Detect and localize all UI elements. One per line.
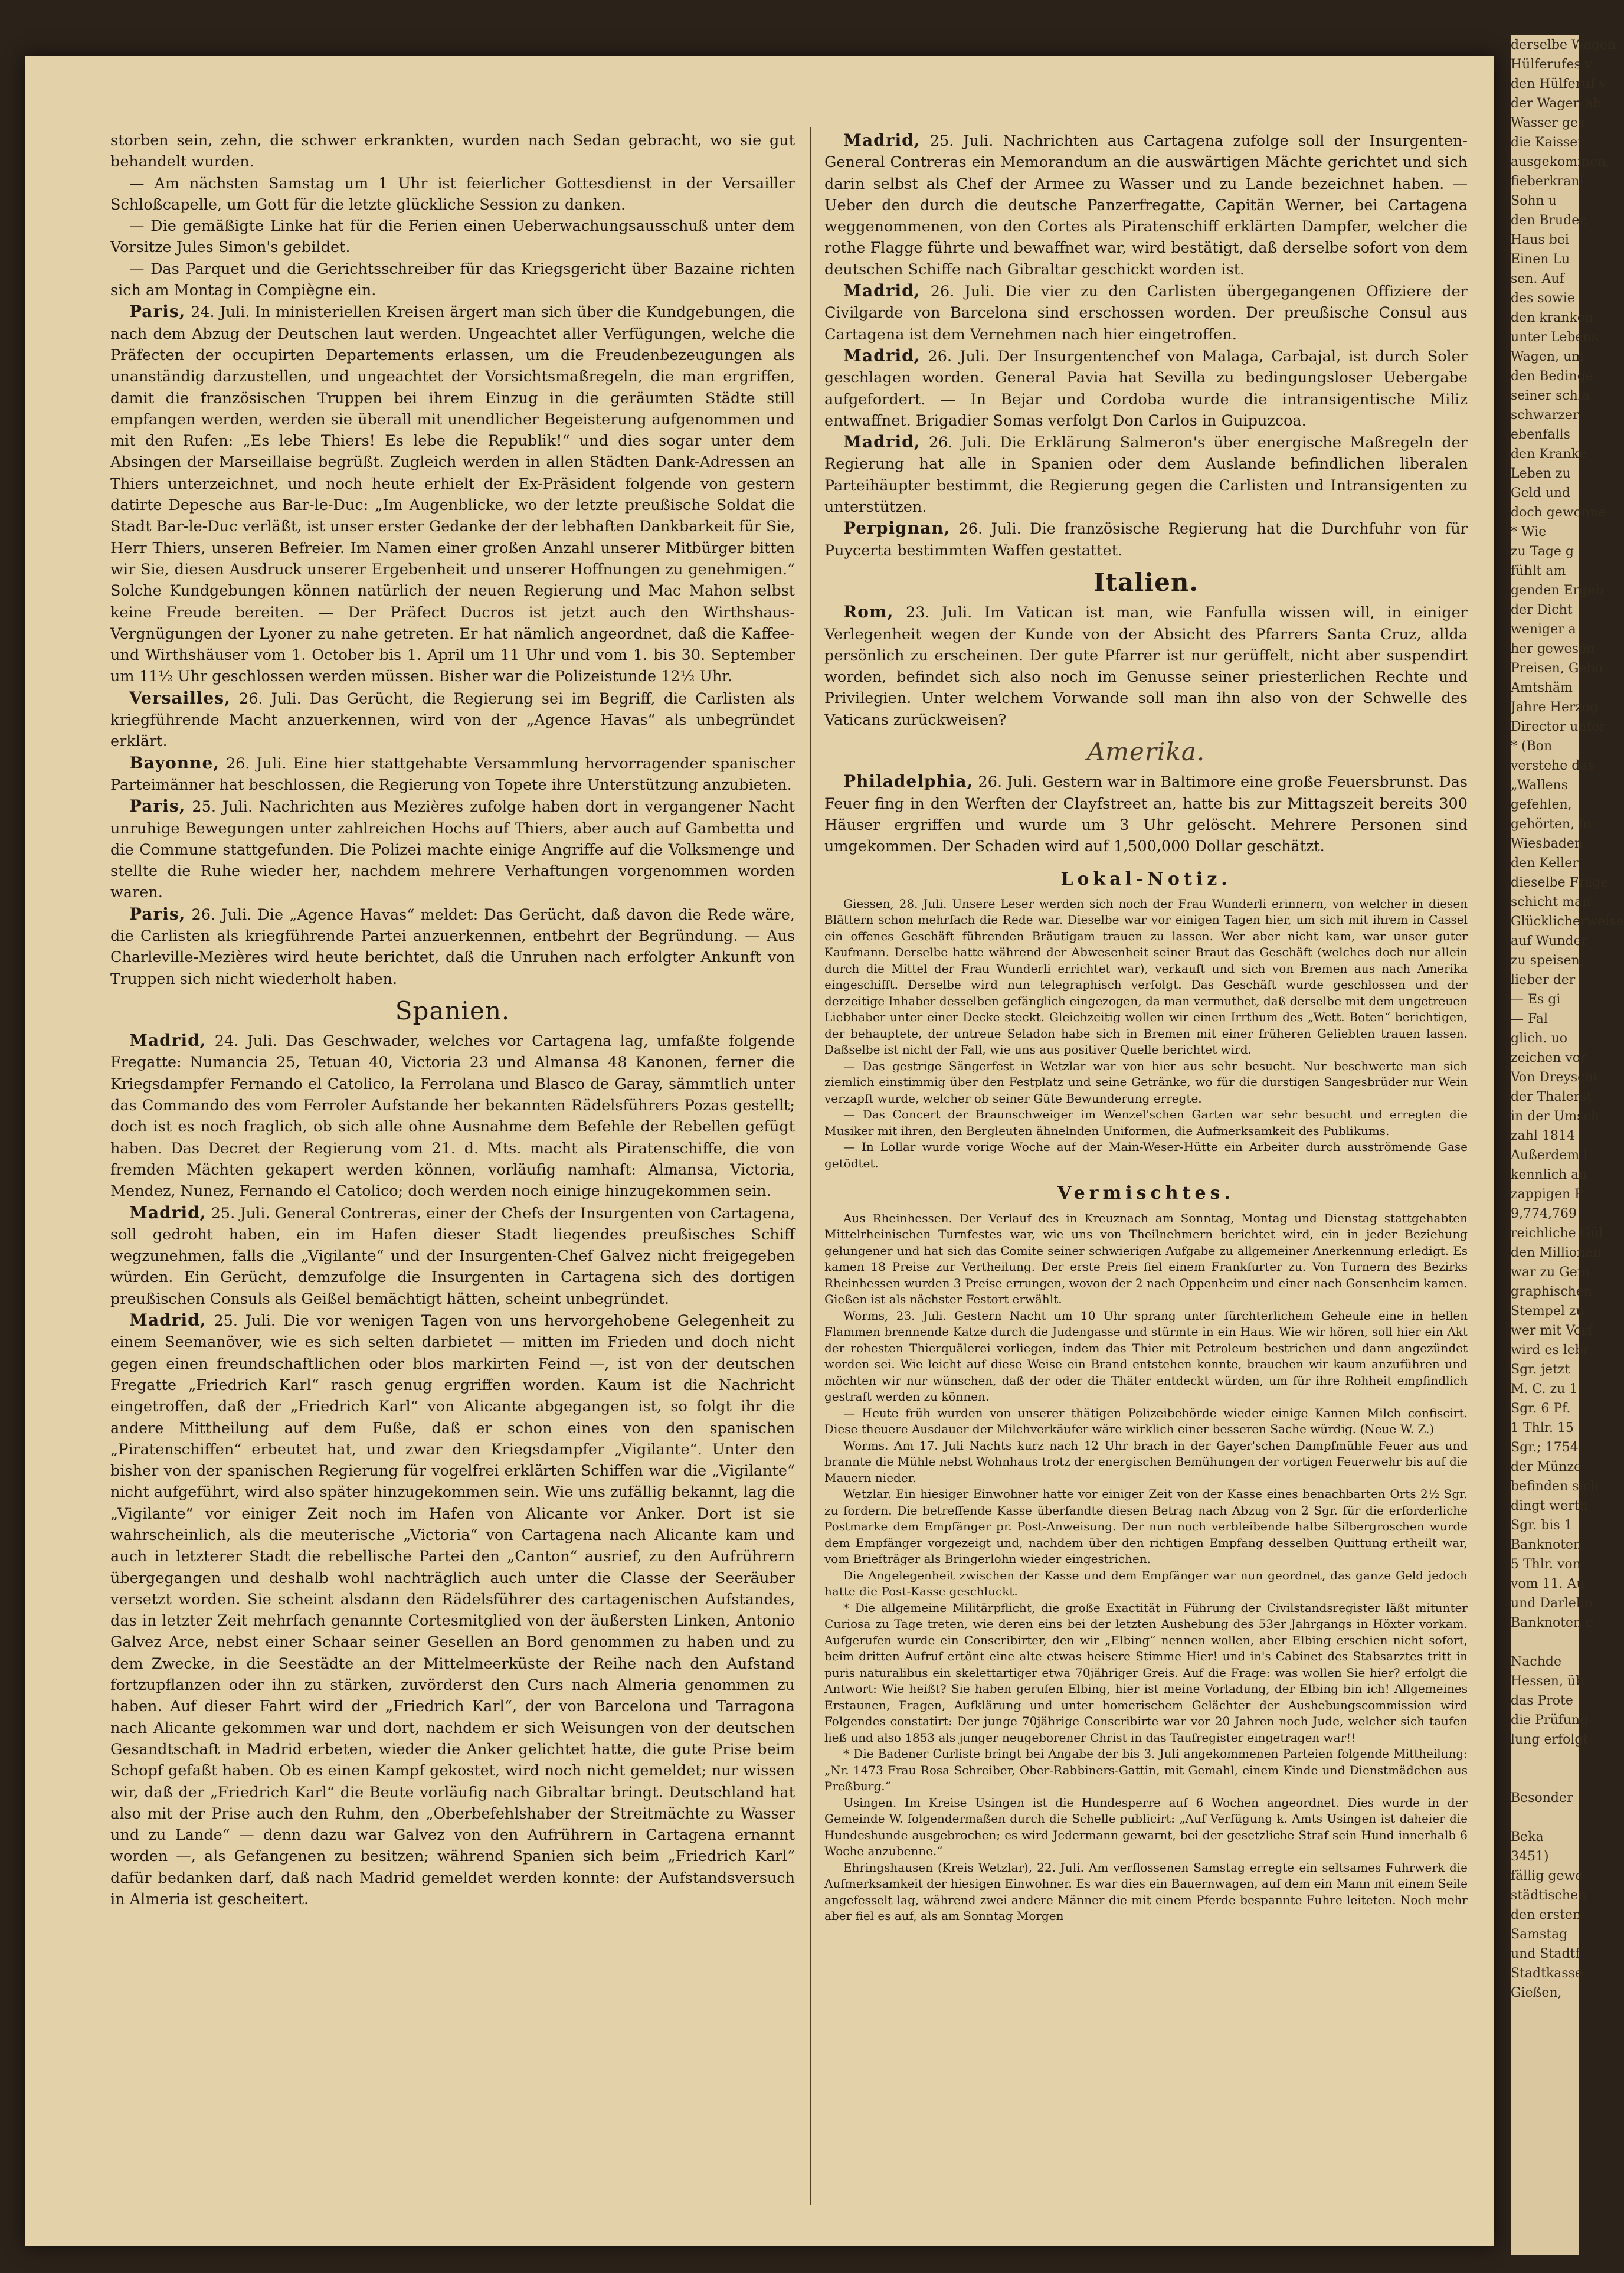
news-item-madrid: [824, 345, 1468, 431]
edge-text-line: Stadtkasse: [1511, 1966, 1583, 1981]
edge-text-line: 9,774,769: [1511, 1206, 1577, 1221]
news-text: 25. Juli. General Contreras, einer der Chefs der Insurgenten von Cartagena, soll gedroht haben, ein im Hafen dieser Stadt liegendes preußisches Schiff wegzunehmen, falls die „Vigilante“ und der Insurgenten-Chef Galvez nicht freigegeben würden. Ein Gerücht, demzufolge die Insurgenten in Cartagena sich des dortigen preußischen Consuls als Geißel bemächtigt hätten, scheint unbegründet.: [110, 1204, 795, 1308]
edge-text-line: den kranken: [1511, 310, 1593, 325]
news-item-paris: [110, 904, 795, 990]
edge-text-line: zeichen vor: [1511, 1051, 1587, 1065]
newspaper-page: [25, 56, 1494, 2246]
adjacent-page-edge: [1511, 35, 1624, 2255]
edge-text-line: unter Lebens: [1511, 330, 1598, 345]
news-text: 23. Juli. Im Vatican ist man, wie Fanfulla wissen will, in einiger Verlegenheit wegen der Kunde von der Absicht des Pfarrers Santa Cruz, allda persönlich zu erscheinen. Der gute Pfarrer ist nur gerüffelt, nicht aber suspendirt worden, befindet sich also noch im Genusse seiner priesterlichen Rechte und Privilegien. Unter welchem Vorwande soll man ihn also von der Schwelle des Vaticans zurückweisen?: [824, 604, 1468, 729]
news-text: 26. Juli. Die französische Regierung hat die Durchfuhr von für Puycerta bestimmten Waffen gestattet.: [824, 520, 1468, 560]
edge-text-line: schicht man: [1511, 895, 1591, 910]
news-text: 26. Juli. Die „Agence Havas“ meldet: Das Gerücht, daß davon die Rede wäre, die Carlisten als kriegführende Partei anzuerkennen, entbehrt der Begründung. — Aus Charleville-Mezières wird heute berichtet, daß die Unruhen nach erfolgter Ankunft von Truppen sich nicht wiederholt haben.: [110, 905, 795, 988]
edge-text-line: zu Tage g: [1511, 544, 1574, 559]
edge-text-line: [1511, 1808, 1579, 1827]
edge-text-line: Haus bei: [1511, 233, 1569, 247]
edge-text-line: Nachde: [1511, 1654, 1561, 1669]
news-text: 25. Juli. Nachrichten aus Mezières zufolge haben dort in vergangener Nacht unruhige Bewegungen unter zahlreichen Hochs auf Thiers, aber auch auf Gambetta und die Commune stattgefunden. Die Polizei machte einige Angriffe auf die Volksmenge und stellte die Ruhe wieder her, nachdem mehrere Verhaftungen vorgenommen worden waren.: [110, 798, 795, 902]
edge-text-line: zappigen P: [1511, 1187, 1583, 1202]
edge-text-line: war zu Gem: [1511, 1265, 1590, 1280]
edge-text-line: wird es lebr: [1511, 1343, 1590, 1358]
edge-text-line: [1511, 1769, 1579, 1788]
edge-text-line: ebenfalls: [1511, 427, 1570, 442]
edge-text-line: Stempel zu: [1511, 1304, 1584, 1319]
edge-text-line: befinden sich: [1511, 1479, 1599, 1494]
edge-text-line: Sgr. bis 1: [1511, 1518, 1573, 1533]
misc-item: * Die allgemeine Militärpflicht, die große Exactität in Führung der Civilstandsregister läßt mitunter Curiosa zu Tage treten, wie deren eins bei der letzten Aushebung des 53er Jahrgangs in Höxter vorkam. Aufgerufen wurde ein Conscribirter, den wir „Elbing“ nennen wollen, aber Elbing erschien nicht sofort, beim dritten Aufruf ertönt eine alte etwas heisere Stimme Hier! und in's Cabinet des Stabsarztes tritt in puris naturalibus ein skelettartiger etwa 70jähriger Greis. Auf die Frage: was wollen Sie hier? erfolgt die Antwort: Wie heißt? Sie haben gerufen Elbing, hier ist meine Vorladung, der Elbing bin ich! Allgemeines Erstaunen, Fragen, Aufklärung und unter homerischem Gelächter der Aushebungscommission wird Folgendes constatirt: Der junge 70jährige Conscribirte war vor 20 Jahren noch Jude, welcher sich taufen ließ und also 1853 als junger neugeborener Christ in das Taufregister eingetragen war!!: [824, 1600, 1468, 1745]
article-paragraph: — Die gemäßigte Linke hat für die Ferien einen Ueberwachungsausschuß unter dem Vorsitze Jules Simon's gebildet.: [110, 217, 795, 257]
misc-item: * Die Badener Curliste bringt bei Angabe der bis 3. Juli angekommenen Parteien folgende Mittheilung: „Nr. 1473 Frau Rosa Schreiber, Ober-Rabbiners-Gattin, mit Gemahl, einem Kinde und Dienstmädchen aus Preßburg.“: [824, 1747, 1468, 1794]
edge-text-line: wer mit Vorf: [1511, 1323, 1593, 1338]
edge-text-line: glich. uo: [1511, 1031, 1568, 1046]
edge-text-line: gefehlen,: [1511, 797, 1572, 812]
edge-text-line: graphischen: [1511, 1284, 1592, 1299]
edge-text-line: vom 11. Au: [1511, 1577, 1585, 1591]
news-item-versailles: [110, 688, 795, 753]
dateline: Paris,: [129, 302, 186, 322]
edge-text-line: den Millionen: [1511, 1245, 1602, 1260]
local-note: — Das gestrige Sängerfest in Wetzlar war von hier aus sehr besucht. Nur beschwerte man sich ziemlich einstimmig über den Festplatz und seine Getränke, wo für die durstigen Sangesbrüder nur Wein verzapft wurde, welcher ob seiner Güte Bewunderung erregte.: [824, 1058, 1468, 1106]
edge-text-line: der Münze: [1511, 1460, 1582, 1474]
edge-text-line: lung erfolgt: [1511, 1732, 1589, 1747]
edge-text-line: 3451): [1511, 1849, 1549, 1864]
news-item-rom: [824, 601, 1468, 731]
section-heading-vermischtes: Vermischtes.: [1057, 1183, 1235, 1204]
edge-text-line: dieselbe Frage: [1511, 875, 1609, 890]
edge-text-line: 5 Thlr. von: [1511, 1557, 1581, 1572]
edge-text-line: städtischen: [1511, 1888, 1587, 1903]
news-item-madrid: [110, 1310, 795, 1910]
edge-text-line: fällig gewe: [1511, 1869, 1583, 1883]
misc-item: Aus Rheinhessen. Der Verlauf des in Kreuznach am Sonntag, Montag und Dienstag stattgehabten Mittelrheinischen Turnfestes war, wie uns von Theilnehmern berichtet wird, ein in jeder Beziehung gelungener und hat sich das Comite seiner schwierigen Aufgabe zu allgemeiner Anerkennung erledigt. Es kamen 18 Preise zur Vertheilung. Der erste Preis fiel einem Frankfurter zu. Von Turnern des Bezirks Rheinhessen wurden 3 Preise errungen, wovon der 2 nach Oppenheim und einer nach Gonsenheim kamen. Gießen ist als nächster Festort erwählt.: [824, 1211, 1468, 1307]
misc-item: Worms. Am 17. Juli Nachts kurz nach 12 Uhr brach in der Gayer'schen Dampfmühle Feuer aus und brannte die Mühle nebst Wohnhaus trotz der energischen Bemühungen der vortigen Feuerwehr bis auf die Mauern nieder.: [824, 1438, 1468, 1485]
edge-text-line: „Wallens: [1511, 778, 1568, 793]
edge-text-line: zahl 1814: [1511, 1129, 1575, 1143]
edge-text-line: Einen Lu: [1511, 252, 1570, 267]
edge-text-line: gehörten, fo: [1511, 817, 1592, 832]
edge-text-line: Hülferufes v: [1511, 57, 1593, 72]
edge-text-line: M. C. zu 1: [1511, 1382, 1578, 1396]
section-divider: [824, 1178, 1468, 1179]
news-text: 24. Juli. Das Geschwader, welches vor Cartagena lag, umfaßte folgende Fregatte: Numancia 25, Tetuan 40, Victoria 23 und Almansa 48 Kanonen, ferner die Kriegsdampfer Fernando el Catolico, la Ferrolana und Blasco de Garay, sämmtlich unter das Commando des vom Ferroler Aufstande her bekannten Rädelsführers Pozas gestellt; doch ist es noch fraglich, ob sich alle ohne Ausnahme dem Befehle der Rebellen gefügt haben. Das Decret der Regierung vom 21. d. Mts. macht als Piratenschiffe, die von fremden Mächten gekapert werden können, vorläufig namhaft: Almansa, Victoria, Mendez, Nunez, Fernando el Catolico; doch werden noch einige hinzugekommen sein.: [110, 1032, 795, 1201]
edge-text-line: die Prüfung: [1511, 1713, 1589, 1728]
misc-item: — Heute früh wurden von unserer thätigen Polizeibehörde wieder einige Kannen Milch confiscirt. Diese theuere Ausdauer der Milchverkäufer wäre wirklich einer besseren Sache würdig. (Neue W. Z.): [824, 1405, 1468, 1437]
edge-text-line: seiner schla: [1511, 388, 1590, 403]
edge-text-line: den ersten: [1511, 1908, 1582, 1922]
news-text: 26. Juli. Gestern war in Baltimore eine große Feuersbrunst. Das Feuer fing in den Werften der Clayfstreet an, hatte bis zur Mittagszeit bereits 300 Häuser ergriffen und wurde um 3 Uhr gelöscht. Mehrere Personen sind umgekommen. Der Schaden wird auf 1,500,000 Dollar geschätzt.: [824, 773, 1468, 856]
edge-text-line: doch gewonne: [1511, 505, 1606, 520]
edge-text-line: ausgekommen,: [1511, 155, 1610, 169]
dateline: Perpignan,: [843, 518, 951, 538]
edge-text-line: [1511, 1749, 1579, 1769]
edge-text-line: — Fal: [1511, 1012, 1548, 1026]
edge-text-line: den Kranke: [1511, 447, 1587, 462]
news-text: 25. Juli. Die vor wenigen Tagen von uns hervorgehobene Gelegenheit zu einem Seemanöver, wie es sich selten darbietet — mitten im Frieden und doch nicht gegen einen freundschaftlichen oder blos markirten Feind —, ist von der deutschen Fregatte „Friedrich Karl“ rasch genug ergriffen worden. Kaum ist die Nachricht eingetroffen, daß der „Friedrich Karl“ von Alicante abgegangen ist, so folgt ihr die andere Mittheilung auf dem Fuße, daß er schon eines von den spanischen „Piratenschiffen“ erbeutet hat, und zwar den Kriegsdampfer „Vigilante“. Unter den bisher von der spanischen Regierung für vogelfrei erklärten Schiffen war die „Vigilante“ nicht aufgeführt, wird also später hinzugekommen sein. Wie uns zufällig bekannt, lag die „Vigilante“ vor einiger Zeit noch im Hafen von Alicante vor Anker. Dort ist sie wahrscheinlich, als die meuterische „Victoria“ von Cartagena nach Alicante kam und auch in letzterer Stadt die rebellische Partei den „Canton“ ausrief, zu den Aufrührern übergegangen und deshalb wohl nachträglich auch unter die Classe der Seeräuber versetzt worden. Sie scheint alsdann den Rädelsführer des cartagenischen Aufstandes, das in letzter Zeit mehrfach genannte Cortesmitglied von der äußersten Linken, Antonio Galvez Arce, nebst einer Schaar seiner Gesellen an Bord genommen zu haben und zu dem Zwecke, in die Seestädte an der Mittelmeerküste der Reihe nach den Aufstand fortzupflanzen oder ihn zu stärken, zuvörderst den Curs nach Almeria genommen zu haben. Auf dieser Fahrt wird der „Friedrich Karl“, der von Barcelona und Tarragona nach Alicante gekommen war und dort, nachdem er sich Weisungen von der deutschen Gesandtschaft in Madrid erbeten, wieder die Anker gelichtet hatte, die gute Prise beim Schopf gefaßt haben. Ob es einen Kampf gekostet, wird noch nicht gemeldet; nur wissen wir, daß der „Friedrich Karl“ die Beute vorläufig nach Gibraltar bringt. Deutschland hat also mit der Prise auch den Ruhm, den „Oberbefehlshaber der Streitmächte zu Wasser und zu Lande“ — denn dazu war Galvez von den Aufrührern in Cartagena ernannt worden —, als Gefangenen zu besitzen; während Spanien sich beim „Friedrich Karl“ dafür bedanken darf, daß nach Madrid gemeldet werden konnte: der Aufstandsversuch in Almeria ist gescheitert.: [110, 1312, 795, 1909]
edge-text-line: schwarzer: [1511, 408, 1579, 423]
news-item-madrid: [824, 431, 1468, 518]
dateline: Philadelphia,: [843, 771, 974, 792]
section-heading-spanien: Spanien.: [395, 996, 510, 1025]
edge-text-line: Jahre Herzog: [1511, 700, 1599, 715]
article-paragraph: — Am nächsten Samstag um 1 Uhr ist feierlicher Gottesdienst in der Versailler Schloßcapelle, um Gott für die letzte glückliche Session zu danken.: [110, 174, 795, 214]
news-text: 25. Juli. Nachrichten aus Cartagena zufolge soll der Insurgenten-General Contreras ein Memorandum an die auswärtigen Mächte gerichtet und sich darin selbst als Chef der Armee zu Wasser und zu Lande bezeichnet haben. — Ueber den durch die deutsche Panzerfregatte, Capitän Werner, bei Cartagena weggenommenen, von den Cortes als Piratenschiff erklärten Dampfer, welcher die rothe Flagge führte und bewaffnet war, wird bestätigt, daß derselbe sofort von dem deutschen Schiffe nach Gibraltar geschickt worden ist.: [824, 132, 1468, 279]
dateline: Madrid,: [129, 1031, 207, 1051]
local-note: — In Lollar wurde vorige Woche auf der Main-Weser-Hütte ein Arbeiter durch ausströmende Gase getödtet.: [824, 1140, 1468, 1170]
edge-text-line: Wagen, um: [1511, 349, 1584, 364]
news-item-madrid: [824, 280, 1468, 345]
misc-item: Ehringshausen (Kreis Wetzlar), 22. Juli. Am verflossenen Samstag erregte ein seltsames Fuhrwerk die Aufmerksamkeit der hiesigen Einwohner. Es war dies ein Bauernwagen, auf dem ein Mann mit einem Seile angefesselt lag, während zwei andere Männer die mit einem Pferde bespannte Fuhre leiteten. Noch mehr aber fiel es auf, als am Sonntag Morgen: [824, 1860, 1468, 1924]
edge-text-line: auf Wunder: [1511, 934, 1588, 949]
dateline: Versailles,: [129, 688, 231, 708]
edge-text-line: Wiesbaden: [1511, 836, 1583, 851]
news-item-madrid: [824, 130, 1468, 280]
news-item-bayonne: [110, 753, 795, 796]
edge-text-line: Leben zu: [1511, 466, 1571, 481]
misc-item: Worms, 23. Juli. Gestern Nacht um 10 Uhr sprang unter fürchterlichem Geheule eine in hellen Flammen brennende Katze durch die Judengasse und stürmte in ein Haus. Wie wir hören, soll hier ein Akt der rohesten Thierquälerei vorliegen, indem das Thier mit Petroleum bestrichen und dann angezündet worden sei. Wie leicht auf diese Weise ein Brand entstehen konnte, brauchen wir kaum anzuführen und möchten wir nur wünschen, daß der oder die Thäter entdeckt würden, um für ihre Rohheit empfindlich gestraft werden zu können.: [824, 1308, 1468, 1404]
news-item-philadelphia: [824, 771, 1468, 857]
dateline: Madrid,: [843, 345, 921, 365]
edge-text-line: her gewesen: [1511, 642, 1595, 656]
news-item-paris: [110, 796, 795, 903]
misc-item: Usingen. Im Kreise Usingen ist die Hundesperre auf 6 Wochen angeordnet. Dies wurde in der Gemeinde W. folgendermaßen durch die Schelle publicirt: „Auf Verfügung k. Amts Usingen ist daheier die Hundeshunde ausgebrochen; es wird Jedermann gewarnt, bei der gesetzliche Straf sein Hund innerhalb 6 Woche anzubenne.“: [824, 1795, 1468, 1859]
edge-text-line: und Darlehn: [1511, 1596, 1593, 1611]
edge-text-line: zu speisen,: [1511, 953, 1584, 968]
edge-text-line: — Es gi: [1511, 992, 1561, 1007]
edge-text-line: Wasser ges: [1511, 116, 1585, 130]
news-text: 26. Juli. Der Insurgentenchef von Malaga, Carbajal, ist durch Soler geschlagen worden. General Pavia hat Sevilla zu bedingungsloser Uebergabe aufgefordert. — In Bejar und Cordoba wurde die intransigentische Miliz entwaffnet. Brigadier Somas verfolgt Don Carlos in Guipuzcoa.: [824, 347, 1468, 430]
dateline: Madrid,: [129, 1202, 207, 1222]
news-item-paris: [110, 301, 795, 687]
edge-text-line: Glücklicherweise: [1511, 914, 1624, 929]
edge-text-line: Gießen,: [1511, 1986, 1562, 2000]
edge-text-line: [1511, 1633, 1579, 1652]
edge-text-line: den Hülferuf v: [1511, 77, 1607, 91]
edge-text-line: des sowie: [1511, 291, 1575, 306]
edge-text-line: reichliche Gül: [1511, 1226, 1603, 1241]
dateline: Madrid,: [843, 281, 921, 301]
edge-text-line: dingt werth: [1511, 1499, 1588, 1513]
edge-text-line: Director unter: [1511, 719, 1606, 734]
edge-text-line: in der Umsch: [1511, 1109, 1599, 1124]
edge-text-line: Hessen, üb: [1511, 1674, 1584, 1689]
local-note: — Das Concert der Braunschweiger im Wenzel'schen Garten war sehr besucht und erregten die Musiker mit ihren, den Bergleuten ähnelnden Uniformen, die Aufmerksamkeit des Publikums.: [824, 1107, 1468, 1138]
article-paragraph: — Das Parquet und die Gerichtsschreiber für das Kriegsgericht über Bazaine richten sich am Montag in Compiègne ein.: [110, 260, 795, 300]
news-text: 24. Juli. In ministeriellen Kreisen ärgert man sich über die Kundgebungen, die nach dem Abzug der Deutschen laut werden. Ungeachtet aller Verfügungen, welche die Präfecten der occupirten Departements erlassen, um die Freudenbezeugungen als unanständig darzustellen, und ungeachtet der Vorsichtsmaßregeln, die man ergriffen, damit die französischen Truppen bei ihrem Einzug in die geräumten Städte still empfangen werden, werden sie überall mit unendlicher Begeisterung aufgenommen und mit den Rufen: „Es lebe Thiers! Es lebe die Republik!“ und dies sogar unter dem Absingen der Marseillaise begrüßt. Zugleich werden in allen Städten Dank-Adressen an Thiers unterzeichnet, und noch heute erhielt der Ex-Präsident folgende von gestern datirte Depesche aus Bar-le-Duc: „Im Augenblicke, wo der letzte preußische Soldat die Stadt Bar-le-Duc verläßt, ist unser erster Gedanke der der lebhaften Dankbarkeit für Sie, Herr Thiers, unseren Befreier. Im Namen einer großen Anzahl unserer Mitbürger bitten wir Sie, diesen Ausdruck unserer Ergebenheit und unserer Hoffnungen zu genehmigen.“ Solche Kundgebungen können natürlich der neuen Regierung und Mac Mahon selbst keine Freude bereiten. — Der Präfect Ducros ist jetzt auch den Wirthshaus-Vergnügungen der Lyoner zu nahe getreten. Er hat nämlich angeordnet, daß die Kaffee- und Wirthshäuser vom 1. October bis 1. April um 11 Uhr und vom 1. bis 30. September um 11½ Uhr geschlossen werden müssen. Bisher war die Polizeistunde 12½ Uhr.: [110, 303, 795, 686]
edge-text-line: genden Ergeb: [1511, 583, 1604, 598]
news-text: 26. Juli. Eine hier stattgehabte Versammlung hervorragender spanischer Parteimänner hat beschlossen, die Regierung von Topete ihre Unterstützung anzubieten.: [110, 754, 795, 794]
edge-text-line: lieber der: [1511, 973, 1576, 987]
misc-item: Wetzlar. Ein hiesiger Einwohner hatte vor einiger Zeit von der Kasse eines benachbarten Orts 2½ Sgr. zu fordern. Die betreffende Kasse überfandte diesen Betrag nach Abzug von 2 Sgr. für die erforderliche Postmarke dem Empfänger pr. Post-Anweisung. Der nun noch verbleibende halbe Silbergroschen wurde dem Empfänger vorgezeigt und, nachdem über den richtigen Empfang desselben Quittung ertheilt war, vom Briefträger als Bringerlohn wieder eingestrichen.: [824, 1487, 1468, 1566]
edge-text-line: * Wie: [1511, 525, 1547, 539]
news-text: 26. Juli. Die vier zu den Carlisten übergegangenen Offiziere der Civilgarde von Barcelona sind erschossen worden. Der preußische Consul aus Cartagena ist dem Vernehmen nach hier eingetroffen.: [824, 283, 1468, 344]
edge-text-line: und Stadtf: [1511, 1947, 1580, 1961]
column-rule: [810, 127, 811, 2205]
edge-text-line: fühlt am: [1511, 564, 1566, 578]
local-note: Giessen, 28. Juli. Unsere Leser werden sich noch der Frau Wunderli erinnern, von welcher in diesen Blättern schon mehrfach die Rede war. Dieselbe war vor einigen Tagen hier, um sich mit ihrem in Cassel ein offenes Geschäft führenden Bräutigam trauen zu lassen. Wer aber nicht kam, war unser guter Kaufmann. Derselbe hatte während der Abwesenheit seiner Braut das Geschäft (welches doch nur allein durch die Mittel der Frau Wunderli errichtet war), verkauft und sich von Bremen aus nach Amerika eingeschifft. Derselbe wird nun telegraphisch verfolgt. Das Geschäft wurde geschlossen und der derzeitige Inhaber desselben gefänglich eingezogen, da man vermuthet, daß derselbe mit dem ungetreuen Liebhaber unter einer Decke steckt. Gleichzeitig wollen wir einen Irrthum des „Wett. Boten“ berichtigen, der behauptete, der untreue Seladon habe sich in Bremen mit einer früheren Geliebten trauen lassen. Daßselbe ist nicht der Fall, wie uns aus positiver Quelle berichtet wird.: [824, 896, 1468, 1057]
misc-item: Die Angelegenheit zwischen der Kasse und dem Empfänger war nun geordnet, das ganze Geld jedoch hatte die Post-Kasse geschluckt.: [824, 1568, 1468, 1599]
section-heading-lokal: Lokal-Notiz.: [1060, 868, 1232, 889]
news-item-madrid: [110, 1030, 795, 1202]
edge-text-line: weniger a: [1511, 622, 1576, 637]
dateline: Paris,: [129, 796, 186, 816]
edge-text-line: Außerdem l: [1511, 1148, 1588, 1163]
section-heading-amerika: Amerika.: [1086, 737, 1206, 767]
left-column: [110, 130, 795, 1910]
edge-text-line: Banknoten: [1511, 1538, 1582, 1552]
dateline: Madrid,: [843, 130, 921, 150]
edge-text-line: den Bruder,: [1511, 213, 1589, 228]
edge-text-line: derselbe Wagen: [1511, 38, 1616, 53]
news-item-madrid: [110, 1202, 795, 1310]
dateline: Paris,: [129, 904, 186, 924]
edge-text-line: Amtshäm: [1511, 681, 1573, 695]
edge-text-line: kennlich an: [1511, 1167, 1587, 1182]
edge-text-line: Sohn u: [1511, 194, 1557, 208]
dateline: Madrid,: [843, 432, 921, 452]
edge-text-line: den Bedinge: [1511, 369, 1593, 384]
edge-text-line: Samstag: [1511, 1927, 1568, 1942]
edge-text-line: den Keller: [1511, 856, 1579, 871]
edge-text-line: verstehe das: [1511, 758, 1594, 773]
edge-text-line: Sgr. jetzt: [1511, 1362, 1570, 1377]
dateline: Madrid,: [129, 1310, 207, 1330]
dateline: Bayonne,: [129, 753, 220, 773]
section-divider: [824, 864, 1468, 865]
edge-text-line: * (Bon: [1511, 739, 1553, 754]
edge-text-line: Von Dreyschi: [1511, 1070, 1597, 1085]
article-paragraph: storben sein, zehn, die schwer erkrankten, wurden nach Sedan gebracht, wo sie gut behandelt wurden.: [110, 132, 795, 171]
edge-text-line: der Wagen ab: [1511, 96, 1602, 111]
edge-text-line: Sgr. 6 Pf.: [1511, 1401, 1571, 1416]
edge-text-line: Besonder: [1511, 1791, 1573, 1806]
edge-text-line: Banknoten e: [1511, 1615, 1594, 1630]
edge-text-line: Preisen, Gebo: [1511, 661, 1603, 676]
news-text: 26. Juli. Das Gerücht, die Regierung sei im Begriff, die Carlisten als kriegführende Macht anzuerkennen, wird von der „Agence Havas“ als unbegründet erklärt.: [110, 689, 795, 751]
edge-text-line: Sgr.; 1754: [1511, 1440, 1579, 1455]
edge-text-line: Geld und: [1511, 486, 1571, 501]
edge-text-line: der Thalerst: [1511, 1090, 1592, 1104]
edge-text-line: sen. Auf: [1511, 272, 1564, 286]
right-column: [824, 130, 1468, 1925]
edge-text-line: der Dicht: [1511, 603, 1573, 617]
edge-text-line: das Prote: [1511, 1693, 1573, 1708]
dateline: Rom,: [843, 602, 894, 622]
edge-text-line: 1 Thlr. 15: [1511, 1421, 1574, 1435]
section-heading-italien: Italien.: [1093, 567, 1199, 597]
edge-text-line: die Kaisser: [1511, 135, 1584, 150]
news-item-perpignan: [824, 518, 1468, 561]
edge-text-line: Beka: [1511, 1830, 1544, 1844]
edge-text-line: fieberkranl: [1511, 174, 1584, 189]
news-text: 26. Juli. Die Erklärung Salmeron's über energische Maßregeln der Regierung hat alle in Spanien oder dem Auslande befindlichen liberalen Parteihäupter bestimmt, die Regierung gegen die Carlisten und Intransigenten zu unterstützen.: [824, 434, 1468, 516]
